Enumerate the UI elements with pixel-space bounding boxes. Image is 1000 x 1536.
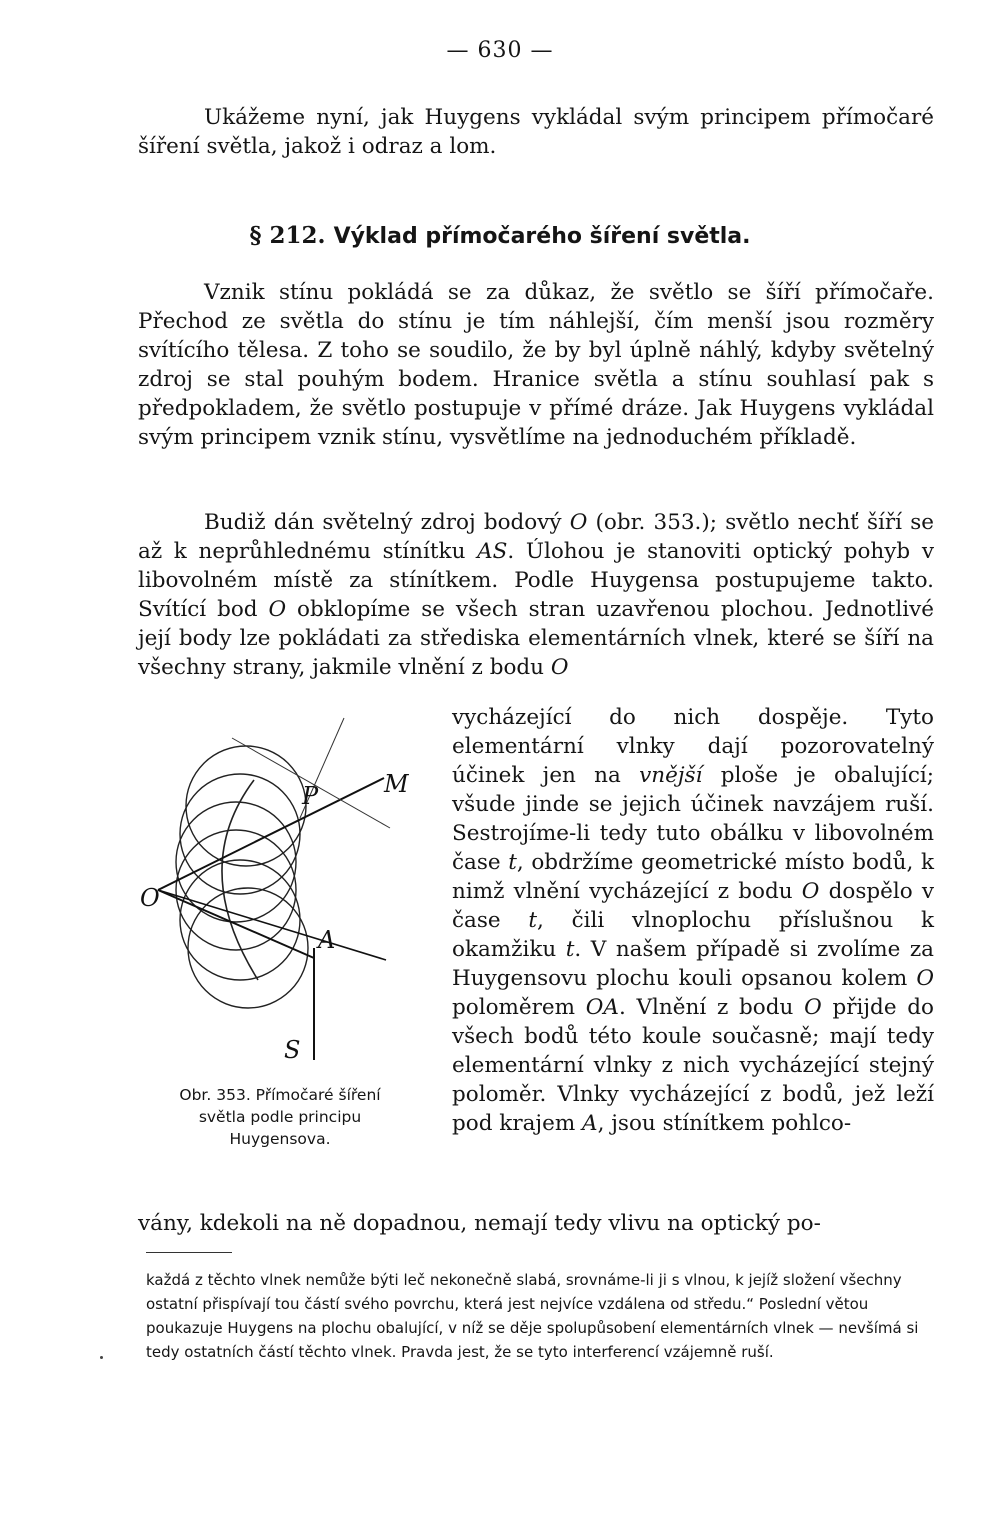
symbol-t: t: [565, 937, 575, 962]
text-run: dospělo v čase: [452, 879, 934, 933]
text-run: , jsou stínítkem pohlco-: [597, 1111, 852, 1136]
symbol-O: O: [569, 510, 588, 535]
label-P: P: [302, 782, 319, 810]
margin-mark: [100, 1356, 103, 1359]
text-run: Budiž dán světelný zdroj bodový: [204, 510, 570, 535]
symbol-O: O: [801, 879, 820, 904]
symbol-OA: OA: [585, 995, 619, 1020]
emphasis-outer: vnější: [639, 763, 703, 788]
wavelet-circle: [180, 860, 300, 980]
paragraph-huygens-end: vány, kdekoli na ně dopadnou, nemají tedy vlivu na optický po-: [138, 1211, 821, 1236]
symbol-A: A: [582, 1111, 598, 1136]
wavelet-circle: [186, 746, 306, 866]
paragraph-huygens-top: [138, 508, 934, 682]
intro-paragraph: Ukážeme nyní, jak Huygens vykládal svým principem přímočaré šíření světla, jakož i odraz a lom.: [138, 105, 934, 159]
symbol-AS: AS: [477, 539, 508, 564]
label-M: M: [384, 770, 409, 798]
footnote: každá z těchto vlnek nemůže býti leč nekonečně slabá, srovnáme-li ji s vlnou, k jejíž složení všechny ostatní přispívají tou částí svého povrchu, která jest nejvíce vzdálena od středu.“ Poslední větou poukazuje Huygens na plochu obalující, v níž se děje spolupůsobení elementárních vlnek — nevšímá si tedy ostatních částí těchto vlnek. Pravda jest, že se tyto interferencí vzájemně ruší.: [146, 1271, 919, 1361]
label-A: A: [318, 926, 336, 954]
symbol-O: O: [550, 655, 569, 680]
text-run: obklopíme se všech stran uzavřenou plochou. Jednotlivé její body lze pokládati za střediska elementárních vlnek, které se šíří na všechny strany, jakmile vlnění z bodu: [138, 597, 935, 680]
caption-line: Obr. 353. Přímočaré šíření: [179, 1086, 381, 1104]
footnote-divider: [146, 1252, 232, 1253]
text-run: . V našem případě si zvolíme za Huygensovu plochu kouli opsanou kolem: [452, 937, 935, 991]
huygens-figure: [132, 708, 432, 1088]
section-number: § 212.: [249, 222, 326, 249]
label-S: S: [284, 1036, 301, 1064]
text-run: přijde do všech bodů této koule současně; mají tedy elementární vlnky z nich vycházející stejný poloměr. Vlnky vycházející z bodů, jež leží pod krajem: [452, 995, 934, 1136]
label-O: O: [140, 884, 160, 912]
wavelet-circle: [180, 774, 300, 894]
text-run: . Úlohou je stanoviti optický pohyb v libovolném místě za stínítkem. Podle Huygensa postupujeme takto. Svítící bod: [138, 539, 934, 622]
text-run: , obdržíme geometrické místo bodů, k nimž vlnění vycházející z bodu: [452, 850, 934, 904]
figure-caption: [140, 1084, 420, 1150]
wavelet-circle: [176, 802, 296, 922]
paragraph-huygens-side: [452, 703, 934, 1138]
page-number: — 630 —: [446, 38, 554, 63]
text-run: poloměrem: [452, 995, 586, 1020]
symbol-O: O: [268, 597, 287, 622]
text-run: vycházející do nich dospěje. Tyto elementární vlnky dají pozorovatelný účinek jen na: [452, 705, 934, 788]
symbol-t: t: [508, 850, 517, 875]
text-run: . Vlnění z bodu: [618, 995, 805, 1020]
ray-O-M: [158, 778, 384, 890]
caption-line: světla podle principu: [198, 1108, 362, 1126]
ray-O-A: [158, 890, 314, 958]
section-heading: [0, 222, 1000, 249]
caption-line: Huygensova.: [229, 1130, 331, 1148]
wavelet-circle: [176, 830, 296, 950]
symbol-O: O: [804, 995, 822, 1020]
text-run: , čili vlnoplochu příslušnou k okamžiku: [452, 908, 934, 962]
text-run: (obr. 353.); světlo nechť šíří se až k neprůhlednému stínítku: [138, 510, 934, 564]
paragraph-shadow: Vznik stínu pokládá se za důkaz, že světlo se šíří přímočaře. Přechod ze světla do stínu je tím náhlejší, čím menší jsou rozměry svítícího tělesa. Z toho se soudilo, že by byl úplně náhlý, kdyby světelný zdroj se stal pouhým bodem. Hranice světla a stínu souhlasí pak s předpokladem, že světlo postupuje v přímé dráze. Jak Huygens vykládal svým principem vznik stínu, vysvětlíme na jednoduchém příkladě.: [138, 280, 934, 450]
text-run: ploše je obalující; všude jinde se jejich účinek navzájem ruší. Sestrojíme-li tedy tuto obálku v libovolném čase: [452, 763, 934, 875]
section-title: Výklad přímočarého šíření světla.: [333, 224, 751, 249]
symbol-O: O: [916, 966, 934, 991]
wavelet-circles: [176, 746, 308, 1008]
symbol-t: t: [528, 908, 538, 933]
